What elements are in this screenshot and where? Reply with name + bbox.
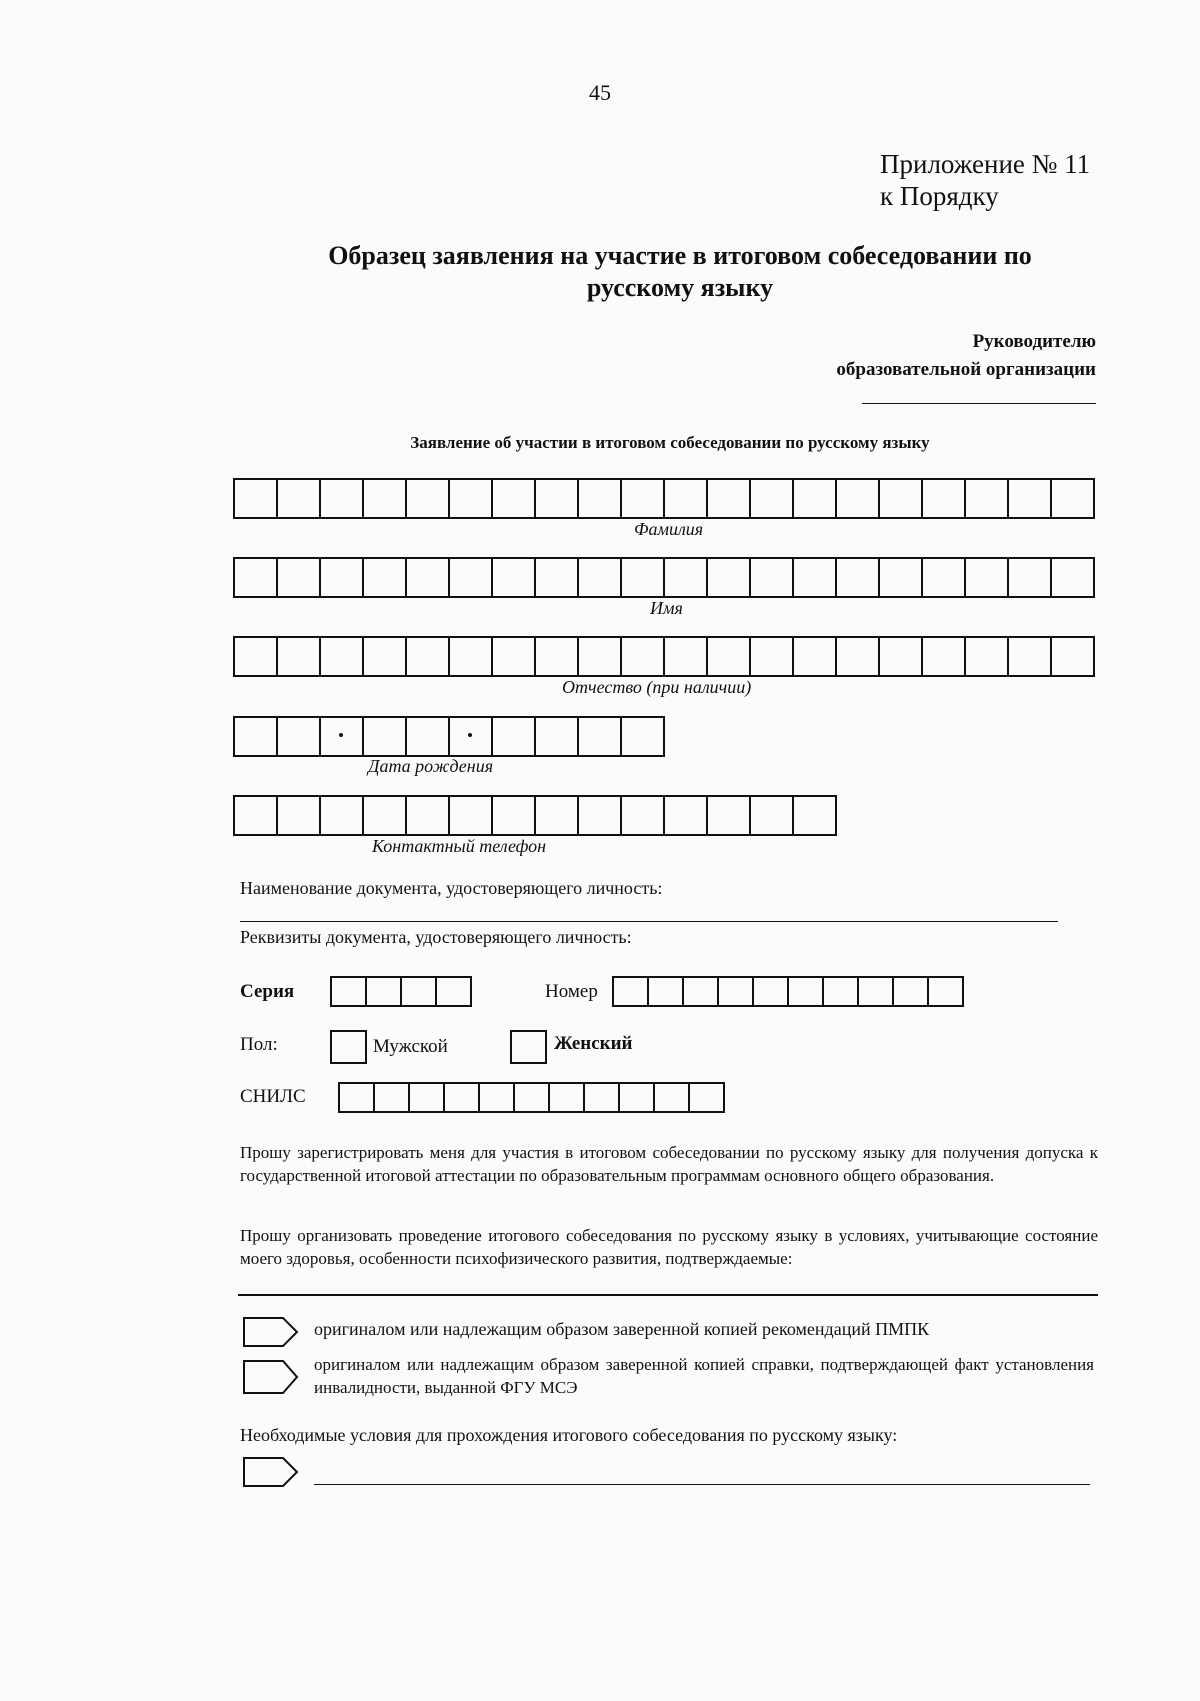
letter-cell[interactable] bbox=[792, 636, 837, 677]
letter-cell[interactable] bbox=[491, 795, 536, 836]
letter-cell[interactable] bbox=[276, 636, 321, 677]
letter-cell[interactable] bbox=[233, 795, 278, 836]
letter-cell[interactable] bbox=[319, 557, 364, 598]
snils-grid[interactable] bbox=[338, 1082, 725, 1113]
letter-cell[interactable] bbox=[330, 976, 367, 1007]
letter-cell[interactable] bbox=[749, 795, 794, 836]
letter-cell[interactable] bbox=[534, 636, 579, 677]
letter-cell[interactable] bbox=[362, 636, 407, 677]
letter-cell[interactable] bbox=[682, 976, 719, 1007]
letter-cell[interactable] bbox=[1050, 636, 1095, 677]
letter-cell[interactable] bbox=[964, 478, 1009, 519]
letter-cell[interactable] bbox=[233, 478, 278, 519]
gender-female-checkbox[interactable] bbox=[510, 1030, 547, 1064]
letter-cell[interactable] bbox=[663, 478, 708, 519]
letter-cell[interactable] bbox=[964, 557, 1009, 598]
letter-cell[interactable] bbox=[319, 636, 364, 677]
letter-cell[interactable] bbox=[365, 976, 402, 1007]
registration-request: Прошу зарегистрировать меня для участия в итоговом собеседовании по русскому языку для получения допуска к государственной итоговой аттестации по образовательным программам основного общего образования. bbox=[240, 1143, 1098, 1185]
letter-cell[interactable] bbox=[749, 557, 794, 598]
letter-cell[interactable] bbox=[233, 716, 278, 757]
letter-cell[interactable] bbox=[964, 636, 1009, 677]
letter-cell[interactable] bbox=[620, 636, 665, 677]
birthdate-grid[interactable] bbox=[233, 716, 665, 757]
letter-cell[interactable] bbox=[319, 478, 364, 519]
letter-cell[interactable] bbox=[478, 1082, 515, 1113]
letter-cell[interactable] bbox=[663, 636, 708, 677]
letter-cell[interactable] bbox=[233, 636, 278, 677]
document-title bbox=[270, 240, 1090, 304]
letter-cell[interactable] bbox=[534, 478, 579, 519]
letter-cell[interactable] bbox=[688, 1082, 725, 1113]
appendix-reference bbox=[880, 148, 1090, 212]
letter-cell[interactable] bbox=[706, 795, 751, 836]
addressee bbox=[836, 328, 1096, 384]
letter-cell[interactable] bbox=[921, 478, 966, 519]
letter-cell[interactable] bbox=[1007, 478, 1052, 519]
page-number: 45 bbox=[589, 80, 611, 105]
letter-cell[interactable] bbox=[612, 976, 649, 1007]
letter-cell[interactable] bbox=[448, 795, 493, 836]
letter-cell[interactable] bbox=[583, 1082, 620, 1113]
letter-cell[interactable] bbox=[822, 976, 859, 1007]
birthdate-caption: Дата рождения bbox=[368, 756, 494, 776]
letter-cell[interactable] bbox=[362, 795, 407, 836]
letter-cell[interactable] bbox=[878, 557, 923, 598]
letter-cell[interactable] bbox=[491, 716, 536, 757]
letter-cell[interactable] bbox=[878, 636, 923, 677]
pmpk-checkbox[interactable] bbox=[243, 1317, 299, 1347]
letter-cell[interactable] bbox=[1050, 478, 1095, 519]
letter-cell[interactable] bbox=[1050, 557, 1095, 598]
document-title-line-2: русскому языку bbox=[586, 273, 774, 302]
surname-caption: Фамилия bbox=[634, 519, 704, 539]
gender-female-label: Женский bbox=[554, 1033, 633, 1054]
letter-cell[interactable] bbox=[233, 557, 278, 598]
surname-grid[interactable] bbox=[233, 478, 1095, 519]
snils-label: СНИЛС bbox=[240, 1086, 306, 1107]
letter-cell[interactable] bbox=[276, 557, 321, 598]
series-label: Серия bbox=[240, 981, 295, 1002]
section-divider bbox=[238, 1294, 1098, 1296]
letter-cell[interactable] bbox=[835, 478, 880, 519]
conditions-request: Прошу организовать проведение итогового собеседования по русскому языку в условиях, учитывающие состояние моего здоровья, особенности психофизического развития, подтверждаемые: bbox=[240, 1226, 1098, 1268]
letter-cell[interactable] bbox=[448, 716, 493, 757]
gender-male-checkbox[interactable] bbox=[330, 1030, 367, 1064]
letter-cell[interactable] bbox=[620, 478, 665, 519]
letter-cell[interactable] bbox=[577, 557, 622, 598]
name-caption: Имя bbox=[650, 598, 683, 618]
letter-cell[interactable] bbox=[491, 478, 536, 519]
letter-cell[interactable] bbox=[435, 976, 472, 1007]
gender-male-label: Мужской bbox=[373, 1036, 448, 1057]
letter-cell[interactable] bbox=[706, 557, 751, 598]
letter-cell[interactable] bbox=[892, 976, 929, 1007]
letter-cell[interactable] bbox=[647, 976, 684, 1007]
addressee-name-line[interactable] bbox=[862, 403, 1096, 404]
letter-cell[interactable] bbox=[400, 976, 437, 1007]
letter-cell[interactable] bbox=[1007, 636, 1052, 677]
mse-option-label: оригиналом или надлежащим образом заверенной копией справки, подтверждающей факт установления инвалидности, выданной ФГУ МСЭ bbox=[314, 1355, 1094, 1397]
letter-cell[interactable] bbox=[491, 636, 536, 677]
application-title: Заявление об участии в итоговом собеседовании по русскому языку bbox=[410, 433, 930, 452]
letter-cell[interactable] bbox=[717, 976, 754, 1007]
phone-grid[interactable] bbox=[233, 795, 837, 836]
number-label: Номер bbox=[545, 981, 598, 1002]
mse-checkbox[interactable] bbox=[243, 1360, 299, 1394]
letter-cell[interactable] bbox=[448, 478, 493, 519]
document-name-line[interactable] bbox=[240, 921, 1058, 922]
letter-cell[interactable] bbox=[448, 636, 493, 677]
letter-cell[interactable] bbox=[835, 636, 880, 677]
pmpk-option-label: оригиналом или надлежащим образом заверенной копией рекомендаций ПМПК bbox=[314, 1319, 930, 1339]
name-grid[interactable] bbox=[233, 557, 1095, 598]
letter-cell[interactable] bbox=[513, 1082, 550, 1113]
letter-cell[interactable] bbox=[857, 976, 894, 1007]
letter-cell[interactable] bbox=[577, 795, 622, 836]
letter-cell[interactable] bbox=[835, 557, 880, 598]
letter-cell[interactable] bbox=[663, 795, 708, 836]
appendix-line-2: к Порядку bbox=[880, 181, 999, 211]
letter-cell[interactable] bbox=[534, 795, 579, 836]
letter-cell[interactable] bbox=[618, 1082, 655, 1113]
conditions-label: Необходимые условия для прохождения итогового собеседования по русскому языку: bbox=[240, 1425, 898, 1445]
letter-cell[interactable] bbox=[405, 557, 450, 598]
letter-cell[interactable] bbox=[443, 1082, 480, 1113]
letter-cell[interactable] bbox=[792, 478, 837, 519]
letter-cell[interactable] bbox=[362, 716, 407, 757]
document-title-line-1: Образец заявления на участие в итоговом собеседовании по bbox=[328, 241, 1032, 270]
letter-cell[interactable] bbox=[653, 1082, 690, 1113]
letter-cell[interactable] bbox=[577, 636, 622, 677]
letter-cell[interactable] bbox=[792, 795, 837, 836]
letter-cell[interactable] bbox=[620, 557, 665, 598]
letter-cell[interactable] bbox=[792, 557, 837, 598]
document-details-label: Реквизиты документа, удостоверяющего личность: bbox=[240, 927, 632, 947]
letter-cell[interactable] bbox=[338, 1082, 375, 1113]
letter-cell[interactable] bbox=[276, 795, 321, 836]
letter-cell[interactable] bbox=[577, 478, 622, 519]
letter-cell[interactable] bbox=[577, 716, 622, 757]
letter-cell[interactable] bbox=[921, 636, 966, 677]
patronymic-caption: Отчество (при наличии) bbox=[562, 677, 752, 697]
letter-cell[interactable] bbox=[878, 478, 923, 519]
addressee-line-2: образовательной организации bbox=[836, 359, 1096, 380]
series-grid[interactable] bbox=[330, 976, 472, 1007]
letter-cell[interactable] bbox=[319, 795, 364, 836]
letter-cell[interactable] bbox=[620, 716, 665, 757]
phone-caption: Контактный телефон bbox=[372, 836, 547, 856]
letter-cell[interactable] bbox=[405, 795, 450, 836]
letter-cell[interactable] bbox=[548, 1082, 585, 1113]
letter-cell[interactable] bbox=[921, 557, 966, 598]
letter-cell[interactable] bbox=[491, 557, 536, 598]
patronymic-grid[interactable] bbox=[233, 636, 1095, 677]
letter-cell[interactable] bbox=[787, 976, 824, 1007]
letter-cell[interactable] bbox=[752, 976, 789, 1007]
number-grid[interactable] bbox=[612, 976, 964, 1007]
letter-cell[interactable] bbox=[405, 478, 450, 519]
letter-cell[interactable] bbox=[405, 716, 450, 757]
addressee-line-1: Руководителю bbox=[972, 331, 1096, 352]
letter-cell[interactable] bbox=[362, 478, 407, 519]
letter-cell[interactable] bbox=[620, 795, 665, 836]
letter-cell[interactable] bbox=[663, 557, 708, 598]
letter-cell[interactable] bbox=[448, 557, 493, 598]
letter-cell[interactable] bbox=[373, 1082, 410, 1113]
document-name-label: Наименование документа, удостоверяющего личность: bbox=[240, 878, 663, 898]
letter-cell[interactable] bbox=[749, 636, 794, 677]
letter-cell[interactable] bbox=[706, 478, 751, 519]
gender-label: Пол: bbox=[240, 1034, 278, 1055]
letter-cell[interactable] bbox=[1007, 557, 1052, 598]
letter-cell[interactable] bbox=[276, 716, 321, 757]
letter-cell[interactable] bbox=[405, 636, 450, 677]
conditions-checkbox[interactable] bbox=[243, 1457, 299, 1487]
letter-cell[interactable] bbox=[276, 478, 321, 519]
letter-cell[interactable] bbox=[927, 976, 964, 1007]
conditions-line[interactable] bbox=[314, 1484, 1090, 1485]
letter-cell[interactable] bbox=[319, 716, 364, 757]
letter-cell[interactable] bbox=[534, 716, 579, 757]
appendix-line-1: Приложение № 11 bbox=[880, 149, 1091, 179]
letter-cell[interactable] bbox=[408, 1082, 445, 1113]
letter-cell[interactable] bbox=[534, 557, 579, 598]
letter-cell[interactable] bbox=[362, 557, 407, 598]
letter-cell[interactable] bbox=[749, 478, 794, 519]
letter-cell[interactable] bbox=[706, 636, 751, 677]
